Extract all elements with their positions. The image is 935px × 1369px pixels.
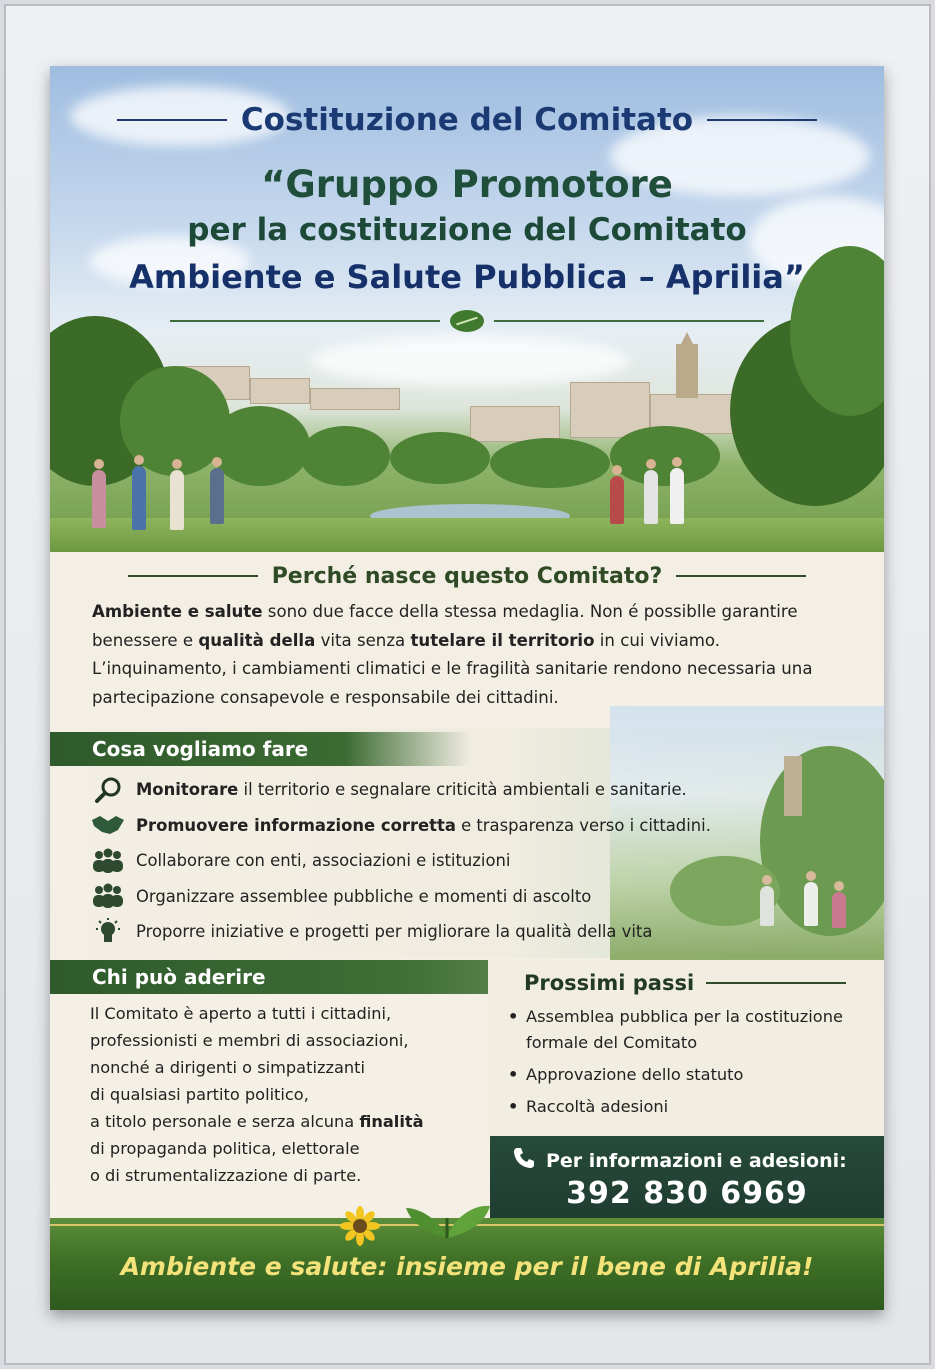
list-item <box>90 772 740 808</box>
people-group-icon <box>90 847 126 875</box>
leaf-icon <box>450 310 484 332</box>
contact-label: Per informazioni e adesioni: <box>546 1150 847 1172</box>
why-bold-1: Ambiente e salute <box>92 602 263 621</box>
list-item: • Raccoltà adesioni <box>508 1094 878 1120</box>
list-item <box>90 879 740 915</box>
next-item-text: Approvazione dello statuto <box>526 1065 744 1084</box>
who-line: professionisti e membri di associazioni, <box>90 1031 409 1050</box>
what-item-text: Organizzare assemblee pubbliche e momenti di ascolto <box>136 886 592 906</box>
why-text-1: sono due facce della stessa medaglia. Non é possiblle garantire benessere e <box>92 602 798 650</box>
what-list <box>90 772 740 950</box>
why-title-row <box>50 560 884 592</box>
what-item-bold: Promuovere informazione corretta <box>136 815 456 835</box>
what-item-text: Collaborare con enti, associazioni e istituzioni <box>136 851 511 871</box>
lightbulb-icon <box>90 918 126 946</box>
why-title: Perché nasce questo Comitato? <box>271 563 663 589</box>
why-bold-3: tutelare il territorio <box>410 630 595 650</box>
headline <box>50 162 884 302</box>
contact-box <box>490 1136 884 1218</box>
phone-icon <box>512 1146 536 1176</box>
people-group-icon <box>90 882 126 910</box>
why-paragraph <box>92 598 852 712</box>
header-title-row <box>50 100 884 140</box>
what-item-text: Proporre iniziative e progetti per migliorare la qualità della vita <box>136 922 653 942</box>
headline-line1: “Gruppo Promotore <box>261 163 673 206</box>
footer-slogan: Ambiente e salute: insieme per il bene di Aprilia! <box>120 1252 814 1281</box>
who-line: nonché a dirigenti o simpatizzanti <box>90 1058 365 1077</box>
next-list <box>508 1004 878 1126</box>
who-line: a titolo personale e serza alcuna finalità <box>90 1112 424 1131</box>
next-title: Prossimi passi <box>524 971 695 995</box>
next-item-text: Assemblea pubblica per la costituzione formale del Comitato <box>526 1007 843 1052</box>
why-bold-2: qualità della <box>198 630 316 650</box>
leaf-divider <box>50 310 884 332</box>
headline-line2: per la costituzione del Comitato <box>187 212 747 248</box>
who-line: di propaganda politica, elettorale <box>90 1139 360 1158</box>
handshake-icon <box>90 811 126 839</box>
list-item <box>90 843 740 879</box>
what-item-text: e trasparenza verso i cittadini. <box>455 815 711 835</box>
next-item-text: Raccoltà adesioni <box>526 1097 669 1116</box>
who-paragraph <box>90 1000 470 1189</box>
sunflower-icon <box>340 1206 380 1246</box>
poster <box>50 66 884 1310</box>
who-line: Il Comitato è aperto a tutti i cittadini, <box>90 1004 392 1023</box>
contact-phone-number[interactable]: 392 830 6969 <box>566 1176 808 1211</box>
header-title: Costituzione del Comitato <box>240 102 694 138</box>
sprout-icon <box>402 1198 492 1238</box>
title-rule-right <box>707 119 817 121</box>
list-item <box>90 914 740 950</box>
what-item-text: il territorio e segnalare criticità ambientali e sanitarie. <box>238 780 687 800</box>
who-bold: finalità <box>359 1112 424 1131</box>
title-rule-left <box>117 119 227 121</box>
what-title: Cosa vogliamo fare <box>50 732 470 766</box>
next-title-row <box>524 966 884 1000</box>
who-title: Chi può aderire <box>50 960 488 994</box>
hero-scene <box>50 66 884 552</box>
list-item: • Approvazione dello statuto <box>508 1062 878 1088</box>
list-item: • Assemblea pubblica per la costituzione formale del Comitato <box>508 1004 878 1056</box>
who-line: o di strumentalizzazione di parte. <box>90 1166 362 1185</box>
list-item <box>90 808 740 844</box>
headline-line3: Ambiente e Salute Pubblica – Aprilia” <box>129 258 805 296</box>
magnifier-icon <box>90 776 126 804</box>
why-text-3: in cui viviamo. L’inquinamento, i cambiamenti climatici e le fragilità sanitarie rendono necessaria una partecipazione consapevole e responsabile dei cittadini. <box>92 630 813 707</box>
why-text-2: vita senza <box>315 630 411 650</box>
what-item-bold: Monitorare <box>136 780 239 800</box>
who-line: di qualsiasi partito politico, <box>90 1085 309 1104</box>
